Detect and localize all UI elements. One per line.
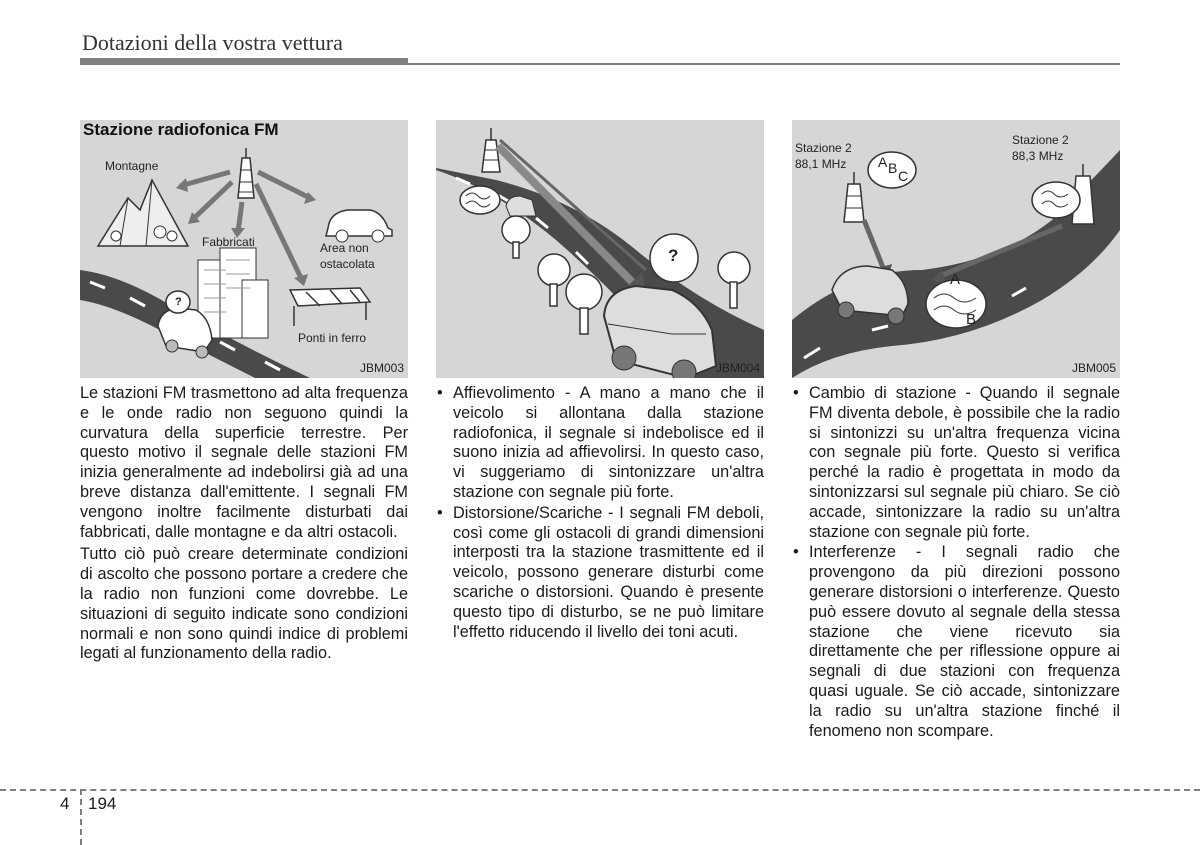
paragraph: Le stazioni FM trasmettono ad alta frequenza e le onde radio non seguono quindi la curvatura della superficie terrestre. Per questo motivo il segnale delle stazioni FM inizia generalmente ad indebolirsi già ad una breve distanza dall'emittente. I segnali FM vengono inoltre facilmente disturbati dai fabbricati, dalle montagne e da altri ostacoli.	[80, 384, 408, 541]
label-station-right-freq: 88,3 MHz	[1012, 149, 1064, 163]
letter-b: B	[966, 311, 977, 328]
figure-code: JBM005	[1071, 361, 1116, 375]
header-rule-thin	[408, 63, 1120, 65]
list-item: • Cambio di stazione - Quando il segnale FM diventa debole, è possibile che la radio si sintonizzi su un'altra frequenza vicina con segnale più forte. Questo si verifica perché la radio è progettata in modo da sintonizzarsi sul segnale più chiaro. Se ciò accade, sintonizzare la radio su un'altra stazione con segnale più forte.	[792, 384, 1120, 542]
column-intro	[80, 384, 408, 667]
question-mark: ?	[668, 246, 679, 265]
label-station-left-name: Stazione 2	[795, 141, 852, 155]
label-open-area: Area non ostacolata	[320, 241, 375, 271]
label-mountains: Montagne	[105, 159, 159, 173]
figure-code: JBM003	[359, 361, 404, 375]
page-number: 194	[88, 794, 117, 813]
footer-rule	[0, 789, 1200, 791]
list-item: • Affievolimento - A mano a mano che il veicolo si allontana dalla stazione radiofonica, il segnale si indebolisce ed il suono inizia ad affievolirsi. In questo caso, vi suggeriamo di sintonizzare un'altra stazione con segnale più forte.	[436, 384, 764, 503]
page-header-title: Dotazioni della vostra vettura	[82, 30, 343, 55]
letter-c: C	[898, 168, 909, 184]
bullet-list	[436, 384, 764, 642]
label-station-right-name: Stazione 2	[1012, 133, 1069, 147]
letter-a: A	[950, 271, 961, 288]
question-mark: ?	[175, 296, 182, 308]
chapter-number: 4	[60, 794, 70, 813]
figure-fading	[436, 120, 764, 378]
list-item: • Distorsione/Scariche - I segnali FM deboli, così come gli ostacoli di grandi dimensioni interposti tra la stazione trasmittente ed il veicolo, possono generare disturbi come scariche o distorsioni. Quando è presente questo tipo di disturbo, se ne può limitare l'effetto riducendo il livello dei toni acuti.	[436, 504, 764, 643]
figure-fading-illustration	[436, 120, 764, 378]
figure-title: Stazione radiofonica FM	[83, 120, 279, 139]
figure-fm-station	[80, 120, 408, 378]
paragraph: Tutto ciò può creare determinate condizioni di ascolto che possono portare a credere che la radio non funzioni come dovrebbe. Le situazioni di seguito indicate sono condizioni normali e non sono quindi indice di problemi legati al funzionamento della radio.	[80, 545, 408, 663]
column-fading-distortion	[436, 384, 764, 643]
figure-station-change	[792, 120, 1120, 378]
figure-code: JBM004	[715, 361, 760, 375]
label-bridges: Ponti in ferro	[298, 331, 367, 345]
label-buildings: Fabbricati	[202, 235, 255, 249]
footer-divider	[80, 789, 82, 845]
list-item: • Interferenze - I segnali radio che provengono da più direzioni possono generare distorsioni o interferenze. Questo può essere dovuto al segnale della stessa stazione che viene ricevuto sia direttamente che per riflessione oppure ai segnali di due stazioni con frequenza quasi uguale. Se ciò accade, sintonizzare la radio su un'altra stazione finché il fenomeno non scompare.	[792, 543, 1120, 741]
letter-a: A	[878, 154, 888, 170]
bullet-list	[792, 384, 1120, 741]
label-station-left-freq: 88,1 MHz	[795, 157, 847, 171]
letter-b: B	[888, 160, 898, 176]
column-station-interference	[792, 384, 1120, 742]
header-rule-thick	[80, 58, 408, 65]
